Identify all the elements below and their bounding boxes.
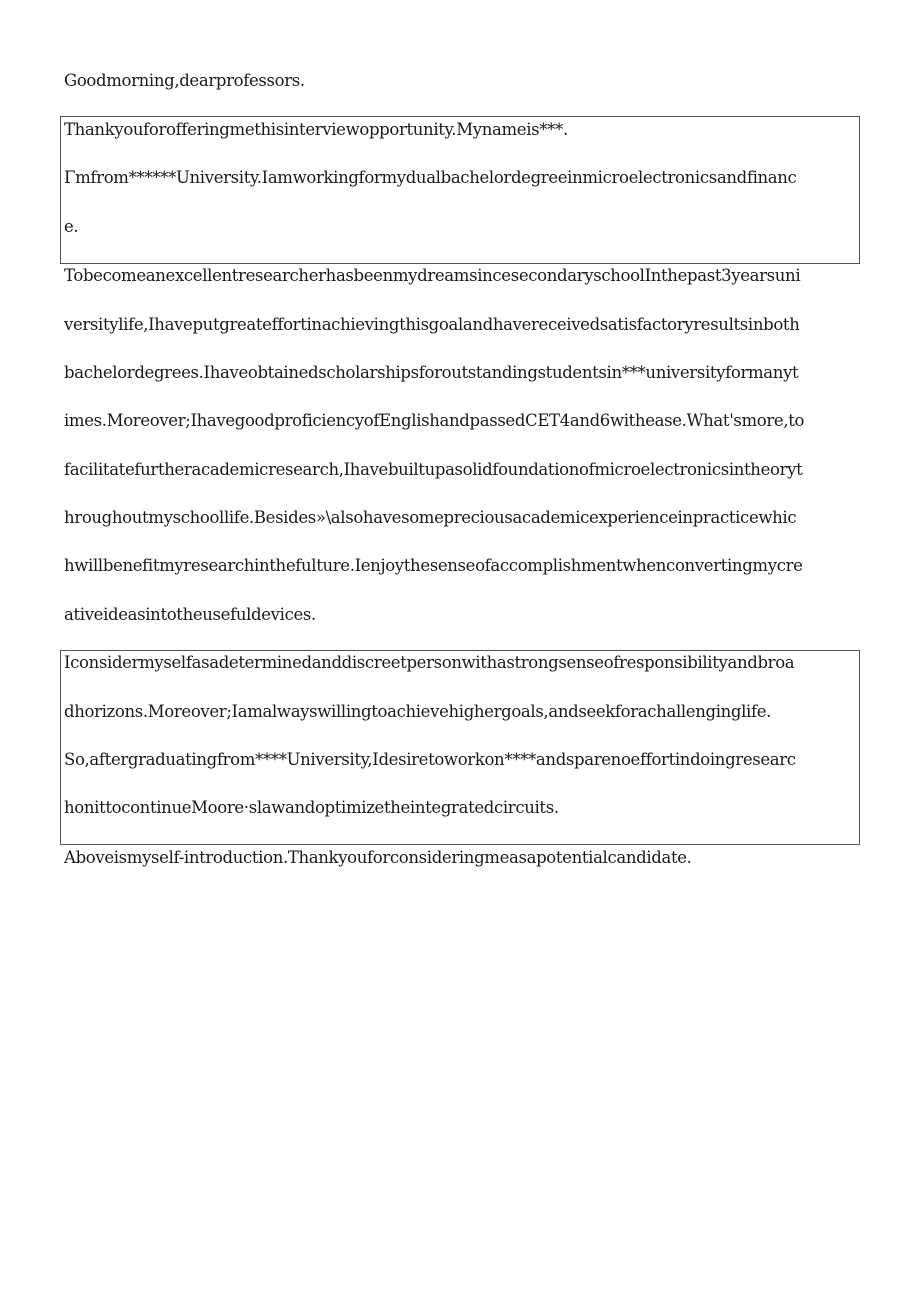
body-line-6: hroughoutmyschoollife.Besides»\alsohavesomepreciousacademicexperienceinpracticewhic (64, 508, 797, 527)
body-line-2: versitylife,Ihaveputgreateffortinachievingthisgoalandhavereceivedsatisfactoryresultsinboth (64, 315, 800, 334)
greeting-line: Goodmorning,dearprofessors. (64, 71, 305, 90)
goals-line-4: honittocontinueMoore·slawandoptimizetheintegratedcircuits. (64, 798, 559, 817)
body-line-4: imes.Moreover;IhavegoodproficiencyofEnglishandpassedCET4and6withease.What'smore,to (64, 411, 805, 430)
body-line-1: TobecomeanexcellentresearcherhasbeenmydreamsincesecondaryschoolInthepast3yearsuni (64, 266, 801, 285)
body-line-8: ativeideasintotheusefuldevices. (64, 605, 316, 624)
intro-line-3: e. (64, 217, 79, 236)
intro-line-1: Thankyouforofferingmethisinterviewopportunity.Mynameis***. (64, 120, 568, 139)
intro-line-2: Γmfrom******University.Iamworkingformydualbachelordegreeinmicroelectronicsandfinanc (64, 168, 797, 187)
body-line-3: bachelordegrees.Ihaveobtainedscholarshipsforoutstandingstudentsin***universityformanyt (64, 363, 799, 382)
body-line-5: facilitatefurtheracademicresearch,Ihavebuiltupasolidfoundationofmicroelectronicsintheoryt (64, 460, 803, 479)
goals-line-1: Iconsidermyselfasadeterminedanddiscreetpersonwithastrongsenseofresponsibilityandbroa (64, 653, 795, 672)
goals-line-2: dhorizons.Moreover;Iamalwayswillingtoachievehighergoals,andseekforachallenginglife. (64, 702, 772, 721)
body-line-7: hwillbenefitmyresearchinthefulture.Ienjoythesenseofaccomplishmentwhenconvertingmycre (64, 556, 803, 575)
closing-line: Aboveismyself-introduction.Thankyouforconsideringmeasapotentialcandidate. (64, 848, 692, 867)
goals-line-3: So,aftergraduatingfrom****University,Idesiretoworkon****andsparenoeffortindoingresearc (64, 750, 796, 769)
